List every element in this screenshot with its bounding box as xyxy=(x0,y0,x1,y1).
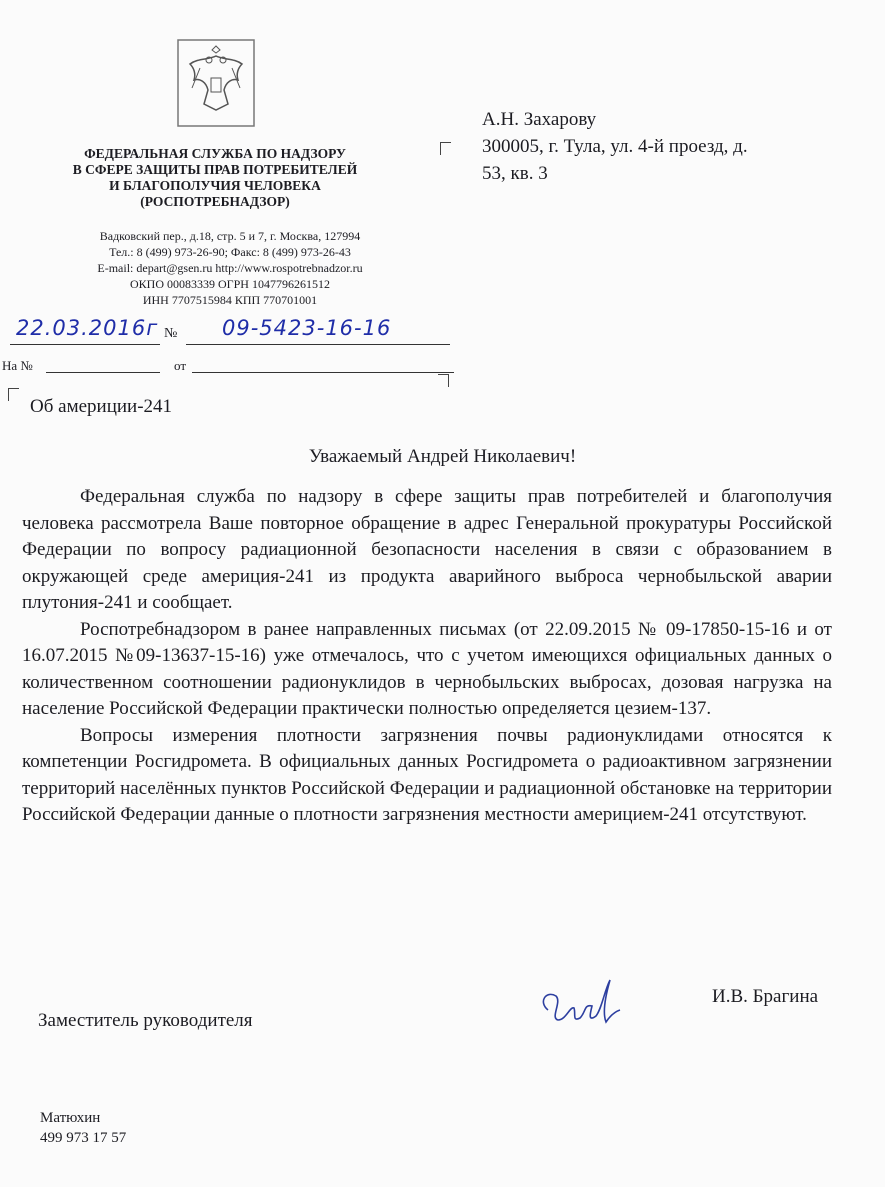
registration-number: 09-5423-16-16 xyxy=(222,316,392,340)
organization-name xyxy=(40,146,390,210)
number-underline xyxy=(186,344,450,345)
executor-phone: 499 973 17 57 xyxy=(40,1130,127,1146)
org-line: ФЕДЕРАЛЬНАЯ СЛУЖБА ПО НАДЗОРУ xyxy=(84,146,346,161)
body-paragraph: Вопросы измерения плотности загрязнения почвы радионуклидами относятся к компетенции Росгидромета. В официальных данных Росгидромета о радиоактивном загрязнении территорий населённых пунктов Российской Федерации и радиационной обстановке на территории Российской Федерации данные о плотности загрязнения местности америцием-241 отсутствуют. xyxy=(22,724,832,825)
body-paragraph: Роспотребнадзором в ранее направленных письмах (от 22.09.2015 № 09-17850-15-16 и от 16.07.2015 №09-13637-15-16) уже отмечалось, что с учетом имеющихся официальных данных о количественном соотношении радионуклидов в чернобыльских выбросах, дозовая нагрузка на население Российской Федерации практически полностью определяется цезием-137. xyxy=(22,618,832,719)
recipient-address-line: 300005, г. Тула, ул. 4-й проезд, д. xyxy=(482,136,748,157)
organization-contacts xyxy=(40,228,420,308)
contact-line: Тел.: 8 (499) 973-26-90; Факс: 8 (499) 973-26-43 xyxy=(109,245,351,259)
number-label: № xyxy=(164,326,178,341)
org-line: И БЛАГОПОЛУЧИЯ ЧЕЛОВЕКА xyxy=(109,178,321,193)
reply-date-underline xyxy=(192,372,454,373)
letter-body xyxy=(22,484,832,829)
coat-of-arms-icon xyxy=(176,38,256,128)
date-underline xyxy=(10,344,160,345)
recipient-name: А.Н. Захарову xyxy=(482,109,597,130)
signatory-position: Заместитель руководителя xyxy=(38,1010,253,1031)
signatory-name: И.В. Брагина xyxy=(712,986,819,1007)
executor-block xyxy=(40,1108,126,1148)
greeting: Уважаемый Андрей Николаевич! xyxy=(308,446,577,467)
registration-line xyxy=(10,316,450,348)
handwritten-signature xyxy=(536,972,626,1032)
contact-line: ИНН 7707515984 КПП 770701001 xyxy=(142,293,318,307)
recipient-block xyxy=(482,106,748,187)
registration-date: 22.03.2016г xyxy=(16,316,159,340)
reply-date-label: от xyxy=(174,358,187,373)
executor-name: Матюхин xyxy=(40,1110,101,1126)
recipient-address-line: 53, кв. 3 xyxy=(482,163,548,184)
reply-number-underline xyxy=(46,372,160,373)
contact-line: Вадковский пер., д.18, стр. 5 и 7, г. Москва, 127994 xyxy=(99,229,361,243)
subject-corner-left xyxy=(8,388,19,401)
address-corner-mark xyxy=(440,142,451,155)
reply-number-label: На № xyxy=(2,358,33,373)
contact-line: ОКПО 00083339 ОГРН 1047796261512 xyxy=(130,277,330,291)
org-line: В СФЕРЕ ЗАЩИТЫ ПРАВ ПОТРЕБИТЕЛЕЙ xyxy=(72,162,358,177)
org-line: (РОСПОТРЕБНАДЗОР) xyxy=(140,194,290,209)
body-paragraph: Федеральная служба по надзору в сфере защиты прав потребителей и благополучия человека рассмотрела Ваше повторное обращение в адрес Генеральной прокуратуры Российской Федерации по вопросу радиационной безопасности населения в связи с образованием в окружающей среде америция-241 из продукта аварийного выброса чернобыльской аварии плутония-241 и сообщает. xyxy=(22,486,832,613)
subject-corner-right xyxy=(438,374,449,387)
contact-line: E-mail: depart@gsen.ru http://www.rospotrebnadzor.ru xyxy=(97,261,363,275)
letter-subject: Об америции-241 xyxy=(30,396,173,417)
